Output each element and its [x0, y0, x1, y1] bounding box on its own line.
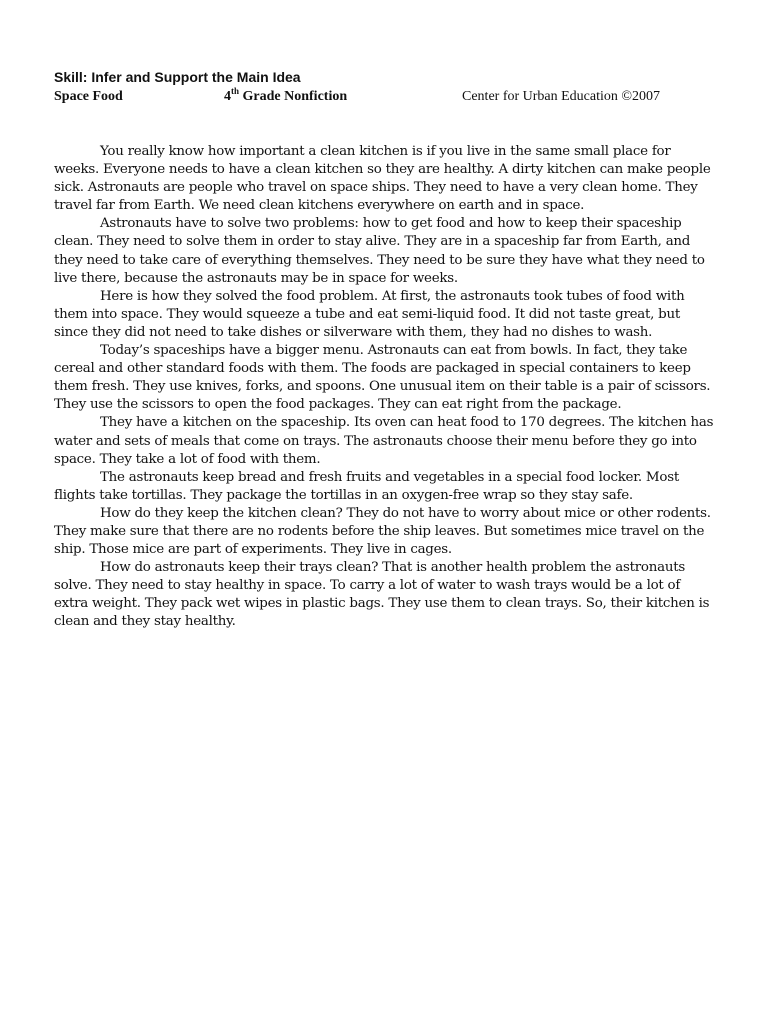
paragraph: Today’s spaceships have a bigger menu. Astronauts can eat from bowls. In fact, they take cereal and other standard foods with them. The foods are packaged in special containers to keep them fresh. They use knives, forks, and spoons. One unusual item on their table is a pair of scissors. They use the scissors to open the food packages. They can eat right from the package. [54, 343, 711, 413]
grade-label [224, 88, 347, 106]
paragraph: How do astronauts keep their trays clean? That is another health problem the astronauts solve. They need to stay healthy in space. To carry a lot of water to wash trays would be a lot of extra weight. They pack wet wipes in plastic bags. They use them to clean trays. So, their kitchen is clean and they stay healthy. [54, 560, 710, 630]
copyright-credit: Center for Urban Education ©2007 [462, 89, 661, 104]
paragraph: Astronauts have to solve two problems: how to get food and how to keep their spaceship clean. They need to solve them in order to stay alive. They are in a spaceship far from Earth, and they need to take care of everything themselves. They need to be sure they have what they need to live there, because the astronauts may be in space for weeks. [54, 216, 705, 286]
paragraph: You really know how important a clean kitchen is if you live in the same small place for weeks. Everyone needs to have a clean kitchen so they are healthy. A dirty kitchen can make people sick. Astronauts are people who travel on space ships. They need to have a very clean home. They travel far from Earth. We need clean kitchens everywhere on earth and in space. [54, 144, 711, 214]
worksheet-title: Space Food [54, 89, 123, 104]
grade-number: 4 [224, 89, 231, 104]
paragraph: Here is how they solved the food problem. At first, the astronauts took tubes of food with them into space. They would squeeze a tube and eat semi-liquid food. It did not taste great, but since they did not need to take dishes or silverware with them, they had no dishes to wash. [54, 288, 685, 340]
skill-heading: Skill: Infer and Support the Main Idea [54, 69, 301, 85]
paragraph: The astronauts keep bread and fresh fruits and vegetables in a special food locker. Most flights take tortillas. They package the tortillas in an oxygen-free wrap so they stay safe. [54, 469, 679, 503]
paragraph: How do they keep the kitchen clean? They do not have to worry about mice or other rodents. They make sure that there are no rodents before the ship leaves. But sometimes mice travel on the ship. Those mice are part of experiments. They live in cages. [54, 505, 711, 558]
article-body [54, 143, 714, 632]
paragraph: They have a kitchen on the spaceship. Its oven can heat food to 170 degrees. The kitchen has water and sets of meals that come on trays. The astronauts choose their menu before they go into space. They take a lot of food with them. [54, 415, 714, 467]
grade-ordinal-suffix: th [231, 86, 240, 96]
worksheet-meta-row [54, 88, 714, 106]
grade-text: Grade Nonfiction [239, 89, 348, 104]
